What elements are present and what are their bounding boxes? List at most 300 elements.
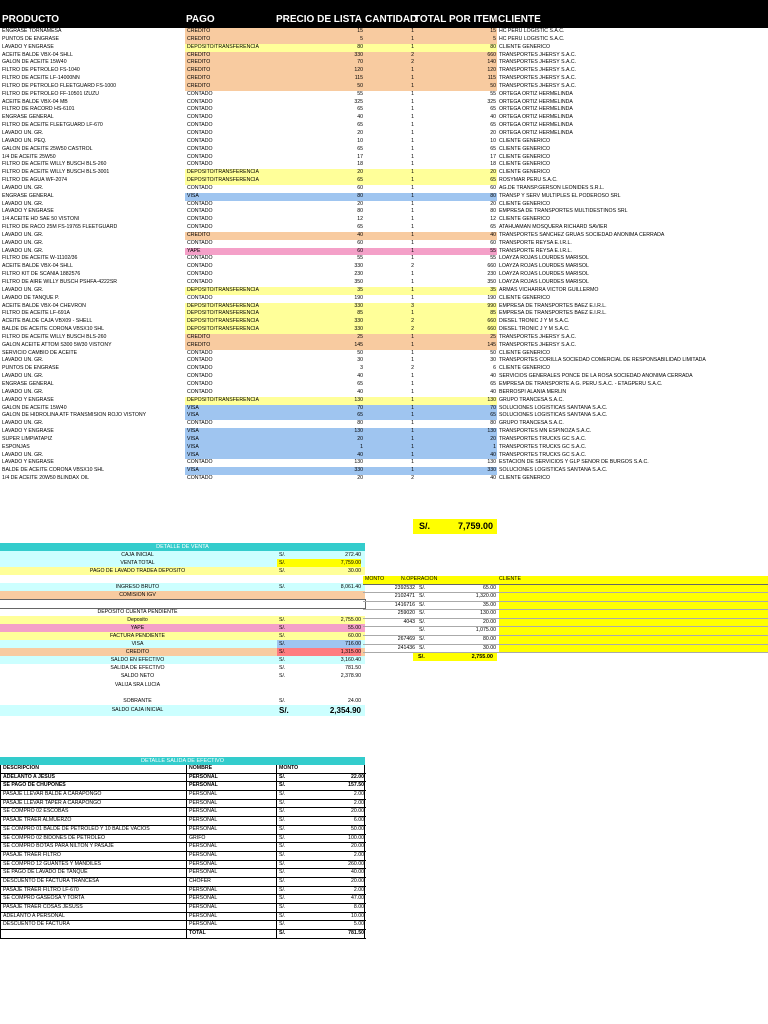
salida-descripcion: SE COMPRO 02 BIDONES DE PETROLEO — [3, 834, 106, 841]
pago-cell: VISA — [187, 428, 199, 435]
sales-row — [0, 412, 768, 420]
cantidad-cell: 2 — [411, 263, 414, 270]
total-cell: 330 — [487, 467, 496, 474]
salida-nombre: PERSONAL — [186, 861, 277, 869]
detalle-currency: S/. — [279, 673, 286, 680]
salida-row — [1, 774, 366, 783]
pago-cell: DEPÓSITO/TRANSFERENCIA — [187, 177, 259, 184]
cliente-cell: ORTEGA ORTIZ HERMELINDA — [499, 129, 573, 136]
salida-descripcion: SE COMPRO 01 BALDE DE PETROLEO Y 10 BALDE VACIOS — [3, 825, 150, 832]
detalle-amount: 7,759.00 — [308, 559, 361, 567]
cliente-cell: TRANSPORTES JHERSY S.A.C. — [499, 51, 577, 58]
salida-nombre: PERSONAL — [186, 852, 277, 860]
producto-cell: FILTRO DE RACORD HS-6101 — [2, 106, 75, 113]
cantidad-cell: 1 — [411, 435, 414, 442]
total-cell: 65 — [490, 412, 496, 419]
cantidad-cell: 1 — [411, 239, 414, 246]
salida-monto: 100.00 — [309, 835, 365, 843]
total-cell: 130 — [487, 459, 496, 466]
salida-currency: S/. — [276, 817, 309, 825]
producto-cell: LAVADO UN. GR. — [2, 420, 44, 427]
salida-currency: S/. — [276, 835, 309, 843]
precio-cell: 65 — [357, 122, 363, 129]
salida-row — [1, 826, 366, 835]
producto-cell: SERVICIO CAMBIO DE ACEITE — [2, 349, 78, 356]
cantidad-cell: 2 — [411, 365, 414, 372]
operation-client-cell — [499, 619, 768, 627]
precio-cell: 50 — [357, 82, 363, 89]
operation-row — [363, 645, 768, 654]
detalle-amount: 716.00 — [308, 640, 361, 648]
cliente-cell: TRANSPORTES JHERSY S.A.C. — [499, 82, 577, 89]
detalle-currency: S/. — [279, 568, 286, 575]
cantidad-cell: 1 — [411, 137, 414, 144]
detalle-venta-row — [0, 616, 365, 624]
cliente-cell: EMPRESA DE TRANSPORTE A.G. PERU S.A.C. - ETAGPERU S.A.C. — [499, 380, 663, 387]
pago-cell: CONTADO — [187, 224, 213, 231]
cliente-cell: ARMAS VICHARRA VICTOR GUILLERMO — [499, 286, 599, 293]
precio-cell: 40 — [357, 231, 363, 238]
detalle-label: Deposito — [127, 616, 148, 623]
salida-row — [1, 800, 366, 809]
producto-cell: FILTRO DE PETROLEO FLEETGUARD FS-1000 — [2, 82, 117, 89]
sales-row — [0, 185, 768, 193]
sales-row — [0, 475, 768, 483]
pago-cell: DEPÓSITO/TRANSFERENCIA — [187, 318, 259, 325]
total-cell: 660 — [487, 51, 496, 58]
pago-cell: CONTADO — [187, 90, 213, 97]
cliente-cell: HC PERU LOGISTIC S.A.C. — [499, 28, 565, 34]
cliente-cell: ORTEGA ORTIZ HERMELINDA — [499, 90, 573, 97]
pago-cell: CONTADO — [187, 137, 213, 144]
total-cell: 17 — [490, 153, 496, 160]
cliente-cell: GRUPO TRANCESA S.A.C. — [499, 420, 564, 427]
precio-cell: 20 — [357, 129, 363, 136]
cantidad-cell: 1 — [411, 153, 414, 160]
salida-currency: S/. — [276, 921, 309, 929]
salida-nombre: PERSONAL — [186, 921, 277, 929]
salida-currency: S/. — [276, 826, 309, 834]
pago-cell: CONTADO — [187, 145, 213, 152]
total-cell: 20 — [490, 435, 496, 442]
total-cell: 40 — [490, 231, 496, 238]
cantidad-cell: 1 — [411, 341, 414, 348]
sales-table-body — [0, 28, 768, 483]
salida-row — [1, 904, 366, 913]
operation-number: 267469 — [397, 636, 415, 643]
pago-cell: CREDITO — [187, 341, 211, 348]
cliente-cell: CLIENTE GENERICO — [499, 169, 551, 176]
salida-monto: 6.00 — [309, 817, 365, 825]
sales-row — [0, 303, 768, 311]
cliente-cell: CLIENTE GENERICO — [499, 145, 551, 152]
producto-cell: GALON DE ACEITE 15W40 — [2, 59, 67, 66]
cantidad-cell: 1 — [411, 412, 414, 419]
pago-cell: CREDITO — [187, 231, 211, 238]
producto-cell: LAVADO UN. GR. — [2, 286, 44, 293]
pago-cell: CONTADO — [187, 357, 213, 364]
detalle-currency: S/. — [277, 640, 309, 648]
cantidad-cell: 1 — [411, 75, 414, 82]
producto-cell: LAVADO DE TANQUE P. — [2, 294, 60, 301]
detalle-label: VALIJA SRA LUCIA — [114, 681, 161, 688]
salida-currency: S/. — [276, 861, 309, 869]
producto-cell: BALDE DE ACEITE CORONA VBSX10 SHL — [2, 467, 105, 474]
total-cell: 65 — [490, 380, 496, 387]
operations-total — [413, 653, 497, 661]
total-cell: 6 — [493, 365, 496, 372]
cliente-cell: BERROSPI ALANIA MERLIN — [499, 388, 567, 395]
cliente-cell: CLIENTE GENERICO — [499, 200, 551, 207]
pago-cell: DEPÓSITO/TRANSFERENCIA — [187, 326, 259, 333]
pago-cell: CONTADO — [187, 98, 213, 105]
pago-cell: CONTADO — [187, 122, 213, 129]
precio-cell: 330 — [354, 302, 363, 309]
operation-number: 2392532 — [394, 584, 415, 591]
operation-amount: 80.00 — [483, 636, 496, 643]
salida-total-currency: S/. — [276, 930, 309, 938]
salida-nombre: CHOFER — [186, 878, 277, 886]
producto-cell: ENGRASE GENERAL — [2, 114, 54, 121]
ops-cliente-header: CLIENTE — [499, 576, 521, 582]
salida-descripcion: ADELANTO A PERSONAL — [3, 912, 65, 919]
operation-currency: S/. — [419, 644, 426, 651]
total-cell: 35 — [490, 286, 496, 293]
pago-cell: CREDITO — [187, 51, 211, 58]
precio-cell: 65 — [357, 380, 363, 387]
precio-cell: 20 — [357, 475, 363, 482]
cliente-cell: TRANSPORTE REYSA E.I.R.L. — [499, 247, 572, 254]
sales-row — [0, 216, 768, 224]
total-cell: 130 — [487, 396, 496, 403]
total-cell: 145 — [487, 341, 496, 348]
producto-cell: FILTRO DE AIRE WILLY BUSCH PSHFA-4222SR — [2, 279, 118, 285]
operation-row — [363, 610, 768, 619]
precio-cell: 80 — [357, 43, 363, 50]
precio-cell: 330 — [354, 51, 363, 58]
cantidad-cell: 1 — [411, 443, 414, 450]
sales-row — [0, 318, 768, 326]
pago-cell: CONTADO — [187, 255, 213, 262]
col-pago-header: PAGO — [186, 14, 215, 25]
total-cell: 65 — [490, 145, 496, 152]
salida-total-label: TOTAL — [186, 930, 277, 938]
salida-monto: 2.00 — [309, 887, 365, 895]
cantidad-cell: 3 — [411, 302, 414, 309]
total-cell: 20 — [490, 200, 496, 207]
sales-row — [0, 146, 768, 154]
cantidad-cell: 1 — [411, 404, 414, 411]
sales-row — [0, 106, 768, 114]
cantidad-cell: 1 — [411, 28, 414, 34]
total-cell: 40 — [490, 451, 496, 458]
cliente-cell: ORTEGA ORTIZ HERMELINDA — [499, 122, 573, 129]
salida-currency: S/. — [276, 791, 309, 799]
producto-cell: LAVADO UN. GR. — [2, 184, 44, 191]
detalle-currency: S/. — [279, 616, 286, 623]
cliente-cell: ORTEGA ORTIZ HERMELINDA — [499, 106, 573, 113]
sales-row — [0, 248, 768, 256]
detalle-venta-row — [0, 632, 365, 640]
salida-currency: S/. — [276, 869, 309, 877]
pago-cell: CONTADO — [187, 349, 213, 356]
salida-row — [1, 861, 366, 870]
cliente-cell: TRANSPORTES SANCHEZ GRUAS SOCIEDAD ANONIMA CERRADA — [499, 231, 665, 238]
precio-cell: 130 — [354, 428, 363, 435]
cantidad-cell: 1 — [411, 35, 414, 42]
precio-cell: 80 — [357, 192, 363, 199]
sales-row — [0, 271, 768, 279]
sales-row — [0, 420, 768, 428]
salida-monto-header: MONTO — [276, 765, 309, 773]
precio-cell: 55 — [357, 255, 363, 262]
operation-currency: S/. — [419, 627, 426, 634]
precio-cell: 330 — [354, 326, 363, 333]
sales-row — [0, 295, 768, 303]
operation-currency: S/. — [419, 636, 426, 643]
producto-cell: GALON DE HIDROLINA ATF TRANSMISION ROJO VISTONY — [2, 412, 147, 419]
cantidad-cell: 1 — [411, 310, 414, 317]
precio-cell: 70 — [357, 404, 363, 411]
salida-monto: 20.00 — [309, 808, 365, 816]
producto-cell: 1/4 DE ACEITE 25W50 — [2, 153, 56, 160]
sales-row — [0, 342, 768, 350]
precio-cell: 30 — [357, 357, 363, 364]
operation-currency: S/. — [419, 618, 426, 625]
cantidad-cell: 1 — [411, 82, 414, 89]
precio-cell: 330 — [354, 263, 363, 270]
salida-row — [1, 835, 366, 844]
col-cantidad-header: CANTIDAD — [365, 14, 418, 25]
total-cell: 660 — [487, 263, 496, 270]
sales-row — [0, 201, 768, 209]
total-cell: 230 — [487, 271, 496, 278]
pago-cell: VISA — [187, 435, 199, 442]
operation-client-cell — [499, 636, 768, 644]
salida-row — [1, 878, 366, 887]
producto-cell: ACEITE BALDE VBX-04 SHLL — [2, 51, 73, 58]
sales-row — [0, 130, 768, 138]
detalle-venta-row — [0, 672, 365, 680]
col-producto-header: PRODUCTO — [2, 14, 60, 25]
precio-cell: 70 — [357, 59, 363, 66]
total-cell: 70 — [490, 404, 496, 411]
cliente-cell: DIESEL TRONIC J Y M S.A.C. — [499, 318, 570, 325]
detalle-label: SALDO NETO — [120, 673, 155, 680]
precio-cell: 18 — [357, 161, 363, 168]
precio-cell: 1 — [360, 443, 363, 450]
operation-row — [363, 636, 768, 645]
cantidad-cell: 1 — [411, 98, 414, 105]
cantidad-cell: 1 — [411, 145, 414, 152]
sales-row — [0, 459, 768, 467]
salida-monto: 2.00 — [309, 800, 365, 808]
salida-nombre: PERSONAL — [186, 887, 277, 895]
producto-cell: FILTRO DE PETROLEO FS-1040 — [2, 67, 80, 74]
operation-row — [363, 585, 768, 594]
producto-cell: ENGRASE GENERAL — [2, 380, 54, 387]
sales-row — [0, 99, 768, 107]
total-cell: 115 — [487, 75, 496, 82]
detalle-amount: 1,315.00 — [308, 648, 361, 656]
producto-cell: LAVADO UN. GR. — [2, 388, 44, 395]
detalle-label: VENTA TOTAL — [120, 560, 155, 567]
total-cell: 50 — [490, 349, 496, 356]
cantidad-cell: 1 — [411, 161, 414, 168]
total-cell: 50 — [490, 82, 496, 89]
producto-cell: GALON ACEITE ATTOM S300 5W30 VISTONY — [2, 341, 112, 348]
total-cell: 40 — [490, 373, 496, 380]
operation-number: 1416716 — [394, 601, 415, 608]
detalle-amount: 2,755.00 — [340, 616, 361, 623]
cliente-cell: EMPRESA DE TRANSPORTES BAEZ E.I.R.L. — [499, 310, 607, 317]
producto-cell: LAVADO UN. GR. — [2, 239, 44, 246]
sales-row — [0, 154, 768, 162]
precio-cell: 65 — [357, 145, 363, 152]
cantidad-cell: 2 — [411, 326, 414, 333]
producto-cell: FILTRO DE ACEITE W-11102/36 — [2, 255, 78, 262]
pago-cell: DEPÓSITO/TRANSFERENCIA — [187, 396, 259, 403]
operation-client-cell — [499, 593, 768, 601]
salida-descripcion: SE COMPRO 12 GUANTES Y MANDILES — [3, 860, 102, 867]
pago-cell: CREDITO — [187, 82, 211, 89]
detalle-label: CAJA INICIAL — [121, 552, 154, 558]
cliente-cell: CLIENTE GENERICO — [499, 43, 551, 50]
producto-cell: GALON DE ACEITE 25W50 CASTROL — [2, 145, 93, 152]
detalle-currency: S/. — [279, 624, 286, 631]
producto-cell: LAVADO Y ENGRASE — [2, 428, 54, 435]
pago-cell: CONTADO — [187, 129, 213, 136]
sales-row — [0, 138, 768, 146]
salida-descripcion: ADELANTO A JESUS — [3, 773, 55, 780]
salida-descripcion: DESCUENTO DE FACTURA — [3, 921, 70, 928]
detalle-label: SOBRANTE — [123, 697, 152, 704]
cantidad-cell: 1 — [411, 467, 414, 474]
precio-cell: 10 — [357, 137, 363, 144]
sales-row — [0, 287, 768, 295]
detalle-amount: 24.00 — [348, 697, 361, 704]
cliente-cell: CLIENTE GENERICO — [499, 475, 551, 482]
pago-cell: CONTADO — [187, 459, 213, 466]
grand-total-currency: S/. — [419, 521, 431, 531]
producto-cell: FILTRO DE ACEITE LF-14000NN — [2, 75, 80, 82]
pago-cell: VISA — [187, 443, 199, 450]
pago-cell: CONTADO — [187, 161, 213, 168]
detalle-venta-row — [0, 567, 365, 575]
salida-monto: 20.00 — [309, 878, 365, 886]
total-cell: 40 — [490, 475, 496, 482]
salida-nombre: PERSONAL — [186, 843, 277, 851]
sales-row — [0, 405, 768, 413]
producto-cell: ESPONJAS — [2, 443, 30, 450]
detalle-currency: S/. — [279, 705, 289, 715]
detalle-amount: 55.00 — [348, 624, 361, 631]
salida-row — [1, 887, 366, 896]
producto-cell: ENGRASE GENERAL — [2, 192, 54, 199]
pago-cell: CREDITO — [187, 28, 211, 34]
salida-currency: S/. — [276, 913, 309, 921]
operation-number: 241436 — [397, 644, 415, 651]
precio-cell: 25 — [357, 333, 363, 340]
pago-cell: CONTADO — [187, 279, 213, 285]
detalle-currency: S/. — [279, 632, 286, 639]
operation-amount: 20.00 — [483, 618, 496, 625]
ops-total-currency: S/. — [418, 654, 425, 660]
cantidad-cell: 1 — [411, 67, 414, 74]
total-cell: 60 — [490, 184, 496, 191]
total-cell: 65 — [490, 122, 496, 129]
cantidad-cell: 2 — [411, 59, 414, 66]
sales-table-header — [0, 0, 768, 28]
salida-monto: 10.00 — [309, 913, 365, 921]
precio-cell: 65 — [357, 106, 363, 113]
detalle-label: YAPE — [130, 624, 145, 631]
salida-currency: S/. — [276, 808, 309, 816]
salida-descripcion: PASAJE TRAER FILTRO LF-670 — [3, 886, 79, 893]
operation-row — [363, 602, 768, 611]
sales-row — [0, 28, 768, 36]
grand-total — [413, 519, 497, 534]
ops-total-value: 2,755.00 — [471, 654, 493, 660]
salida-header — [1, 765, 366, 774]
producto-cell: FILTRO DE ACEITE FLEETGUARD LF-670 — [2, 122, 103, 129]
total-cell: 80 — [490, 420, 496, 427]
precio-cell: 65 — [357, 177, 363, 184]
detalle-amount: 60.00 — [348, 632, 361, 639]
operation-client-cell — [499, 627, 768, 635]
cantidad-cell: 1 — [411, 177, 414, 184]
cantidad-cell: 1 — [411, 388, 414, 395]
sales-row — [0, 240, 768, 248]
precio-cell: 20 — [357, 435, 363, 442]
operation-row — [363, 627, 768, 636]
precio-cell: 17 — [357, 153, 363, 160]
salida-descripcion: PASAJE TRAER COSAS JESUSS — [3, 904, 83, 910]
producto-cell: LAVADO UN. GR. — [2, 451, 44, 458]
detalle-venta-row — [0, 640, 365, 648]
producto-cell: ENGRASE TORNAMESA — [2, 28, 62, 34]
detalle-label: SALDO EN EFECTIVO — [110, 657, 165, 664]
detalle-venta-row — [0, 551, 365, 559]
precio-cell: 15 — [357, 28, 363, 34]
sales-row — [0, 436, 768, 444]
cliente-cell: DIESEL TRONIC J Y M S.A.C. — [499, 326, 570, 333]
precio-cell: 40 — [357, 373, 363, 380]
pago-cell: CONTADO — [187, 365, 213, 372]
producto-cell: ACEITE BALDE VBX-04 CHEVRON — [2, 302, 86, 309]
cantidad-cell: 2 — [411, 318, 414, 325]
salida-total-row — [1, 930, 366, 939]
operation-amount: 30.00 — [483, 644, 496, 651]
cliente-cell: HC PERU LOGISTIC S.A.C. — [499, 35, 565, 42]
producto-cell: FILTRO DE ACEITE WILLY BUSCH BLS-260 — [2, 161, 107, 168]
cantidad-cell: 1 — [411, 294, 414, 301]
detalle-venta-row — [0, 689, 365, 697]
cliente-cell: TRANSPORTES JHERSY S.A.C. — [499, 75, 577, 82]
sales-row — [0, 373, 768, 381]
cantidad-cell: 1 — [411, 349, 414, 356]
cliente-cell: ORTEGA ORTIZ HERMELINDA — [499, 114, 573, 121]
cliente-cell: TRANSPORTES JHERSY S.A.C. — [499, 341, 577, 348]
cantidad-cell: 2 — [411, 51, 414, 58]
cantidad-cell: 1 — [411, 122, 414, 129]
producto-cell: LAVADO Y ENGRASE — [2, 208, 54, 215]
cantidad-cell: 1 — [411, 271, 414, 278]
salida-nombre: PERSONAL — [186, 791, 277, 799]
detalle-currency: S/. — [279, 697, 286, 704]
salida-monto: 47.00 — [309, 895, 365, 903]
total-cell: 55 — [490, 90, 496, 97]
